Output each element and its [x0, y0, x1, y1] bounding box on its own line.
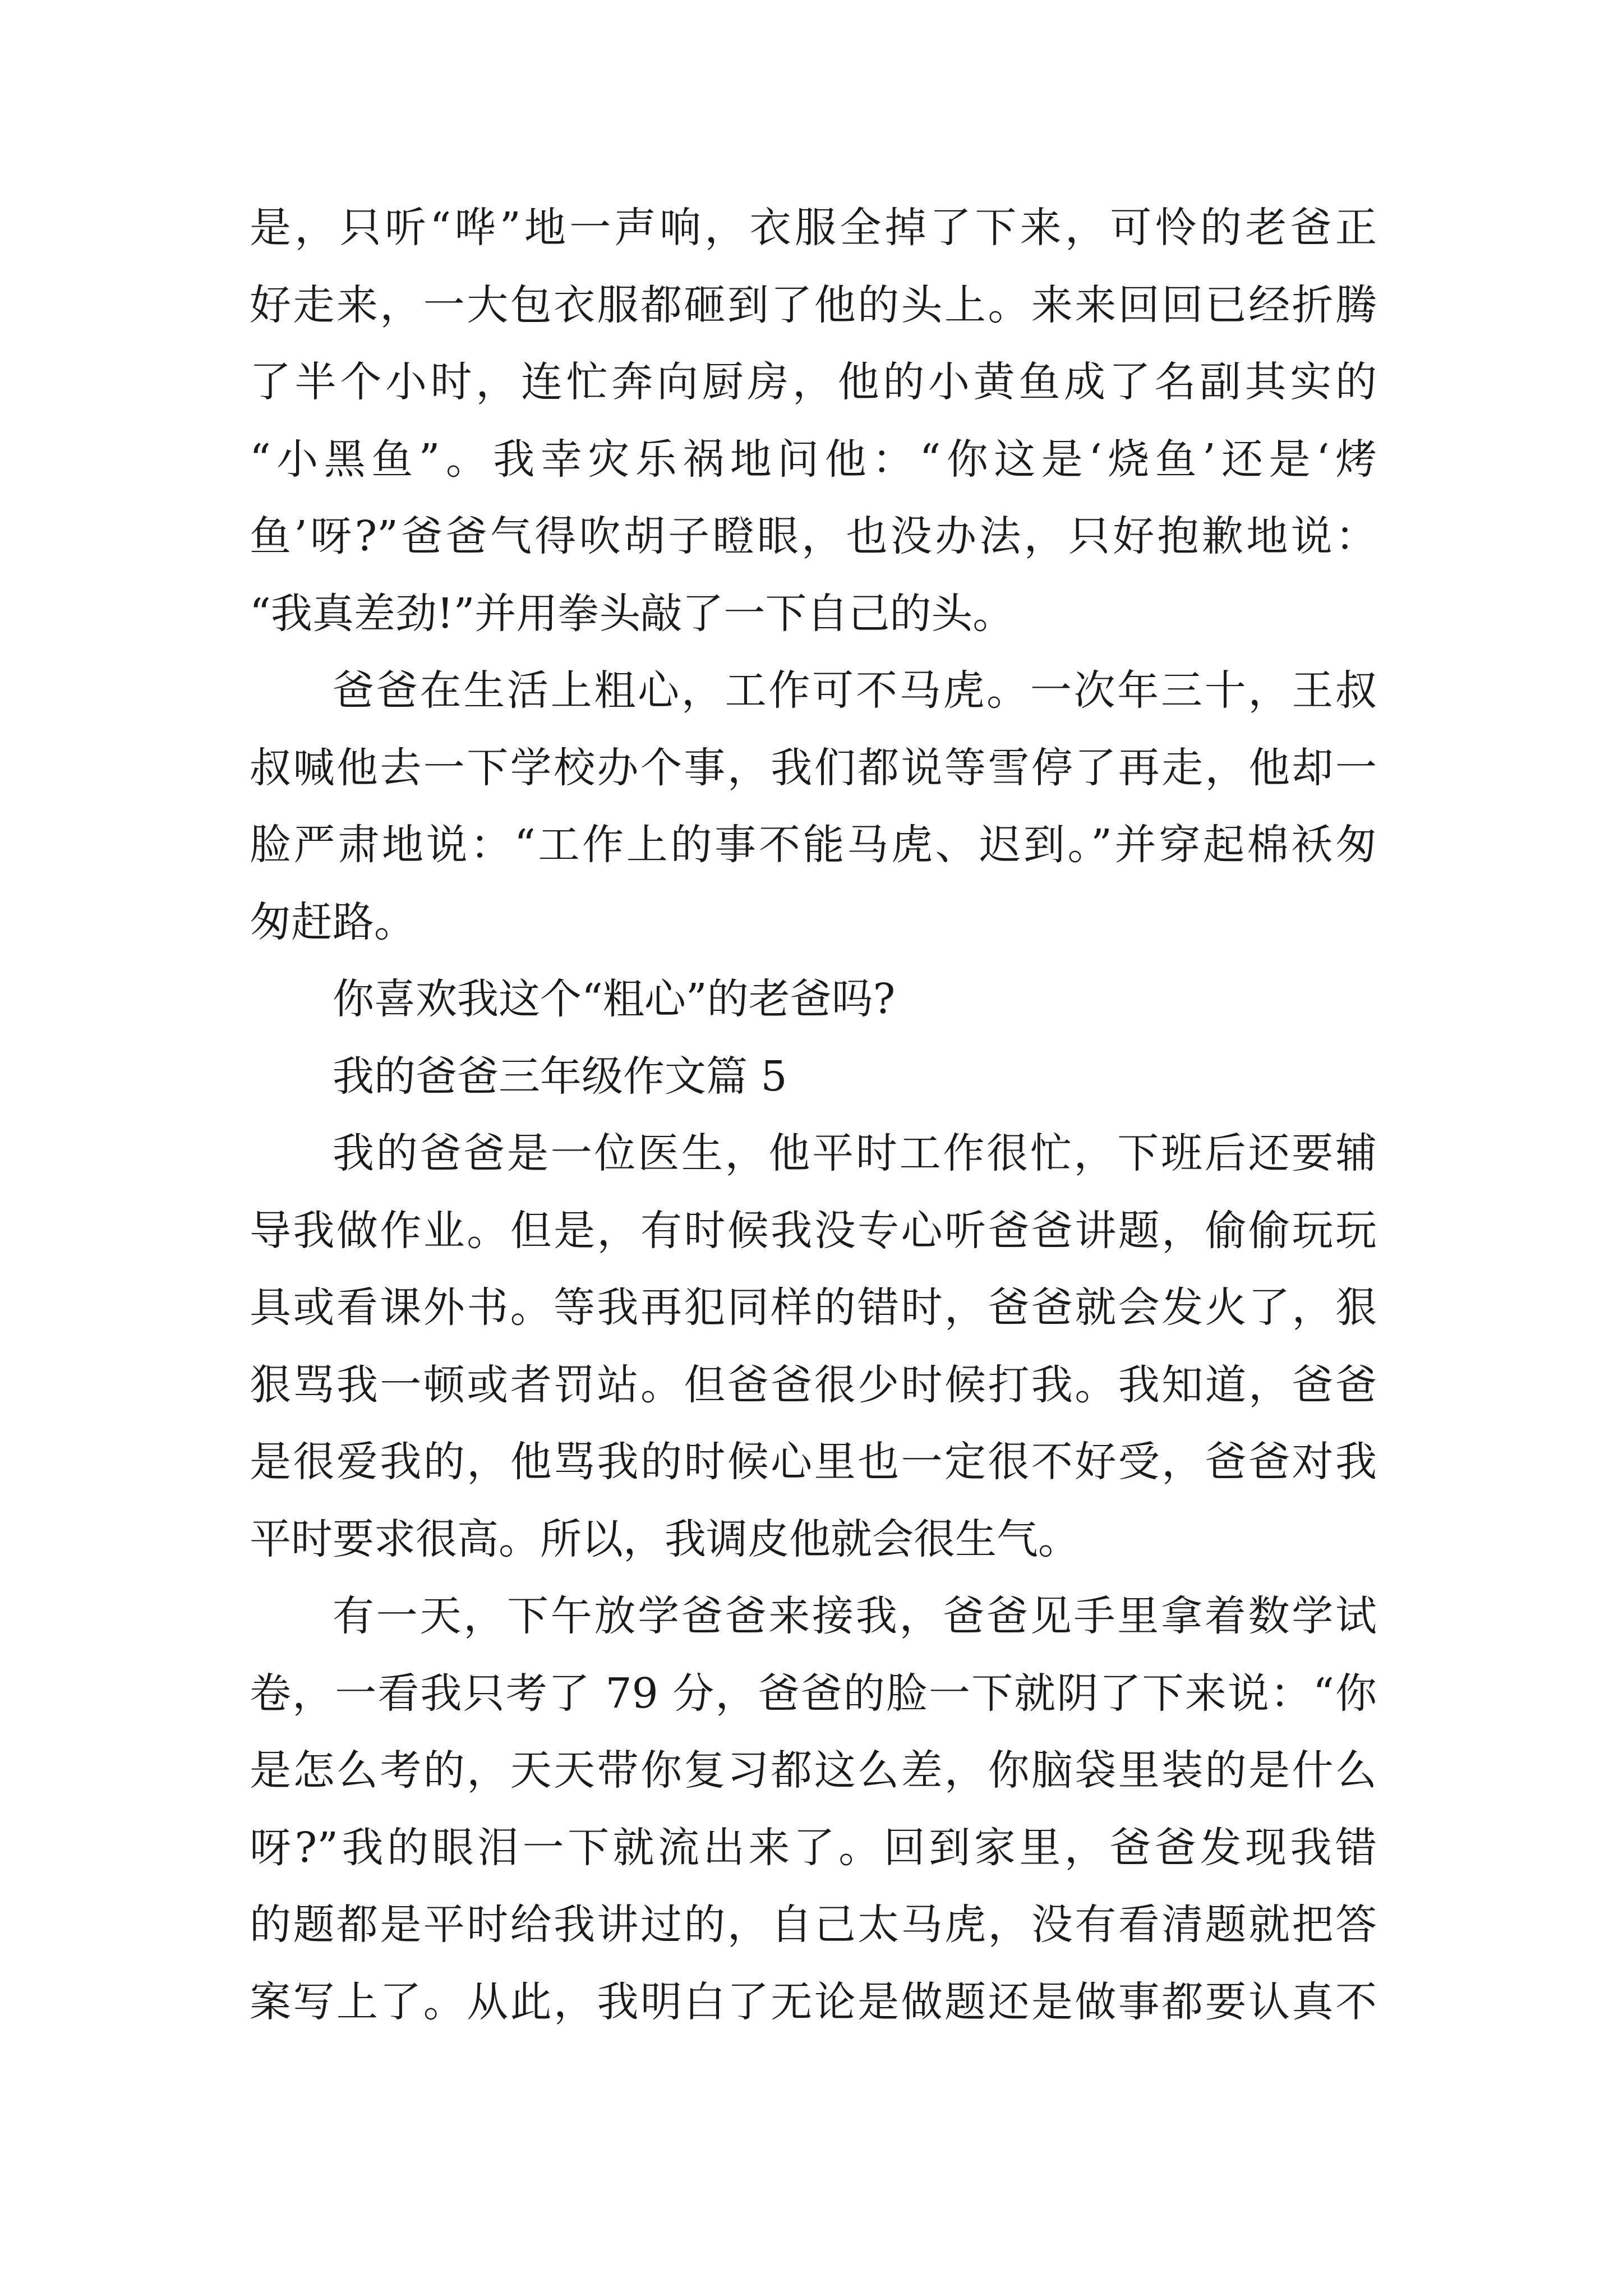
text-line: “我真差劲!”并用拳头敲了一下自己的头。 — [250, 589, 1015, 638]
text-line: 是，只听“哗”地一声响，衣服全掉了下来，可怜的老爸正 — [250, 204, 1377, 252]
text-line: 有一天，下午放学爸爸来接我，爸爸见手里拿着数学试 — [333, 1592, 1377, 1640]
text-line: 匆赶路。 — [250, 898, 416, 946]
text-line: 卷，一看我只考了 79 分，爸爸的脸一下就阴了下来说：“你 — [250, 1669, 1377, 1718]
text-line: 呀?”我的眼泪一下就流出来了。回到家里，爸爸发现我错 — [250, 1823, 1377, 1872]
text-line: 脸严肃地说：“工作上的事不能马虎、迟到。”并穿起棉袄匆 — [250, 821, 1377, 869]
text-line: 是很爱我的，他骂我的时候心里也一定很不好受，爸爸对我 — [250, 1438, 1377, 1486]
text-line: 了半个小时，连忙奔向厨房，他的小黄鱼成了名副其实的 — [250, 358, 1377, 406]
text-line: 平时要求很高。所以，我调皮他就会很生气。 — [250, 1515, 1080, 1563]
text-line: 好走来，一大包衣服都砸到了他的头上。来来回回已经折腾 — [250, 280, 1377, 329]
text-line: 我的爸爸是一位医生，他平时工作很忙，下班后还要辅 — [333, 1129, 1377, 1177]
text-line: 爸爸在生活上粗心，工作可不马虎。一次年三十，王叔 — [333, 666, 1377, 715]
text-line: 我的爸爸三年级作文篇 5 — [333, 1052, 787, 1101]
text-line: 的题都是平时给我讲过的，自己太马虎，没有看清题就把答 — [250, 1901, 1377, 1949]
text-line: 你喜欢我这个“粗心”的老爸吗? — [333, 975, 896, 1023]
text-line: 具或看课外书。等我再犯同样的错时，爸爸就会发火了，狠 — [250, 1283, 1377, 1332]
text-line: “小黑鱼”。我幸灾乐祸地问他：“你这是‘烧鱼’还是‘烤 — [250, 435, 1377, 484]
text-line: 案写上了。从此，我明白了无论是做题还是做事都要认真不 — [250, 1977, 1377, 2026]
text-line: 导我做作业。但是，有时候我没专心听爸爸讲题，偷偷玩玩 — [250, 1206, 1377, 1255]
text-line: 狠骂我一顿或者罚站。但爸爸很少时候打我。我知道，爸爸 — [250, 1360, 1377, 1409]
text-line: 是怎么考的，天天带你复习都这么差，你脑袋里装的是什么 — [250, 1746, 1377, 1795]
text-line: 叔喊他去一下学校办个事，我们都说等雪停了再走，他却一 — [250, 743, 1377, 792]
text-line: 鱼’呀?”爸爸气得吹胡子瞪眼，也没办法，只好抱歉地说： — [250, 512, 1377, 560]
body-text — [250, 190, 1377, 2041]
